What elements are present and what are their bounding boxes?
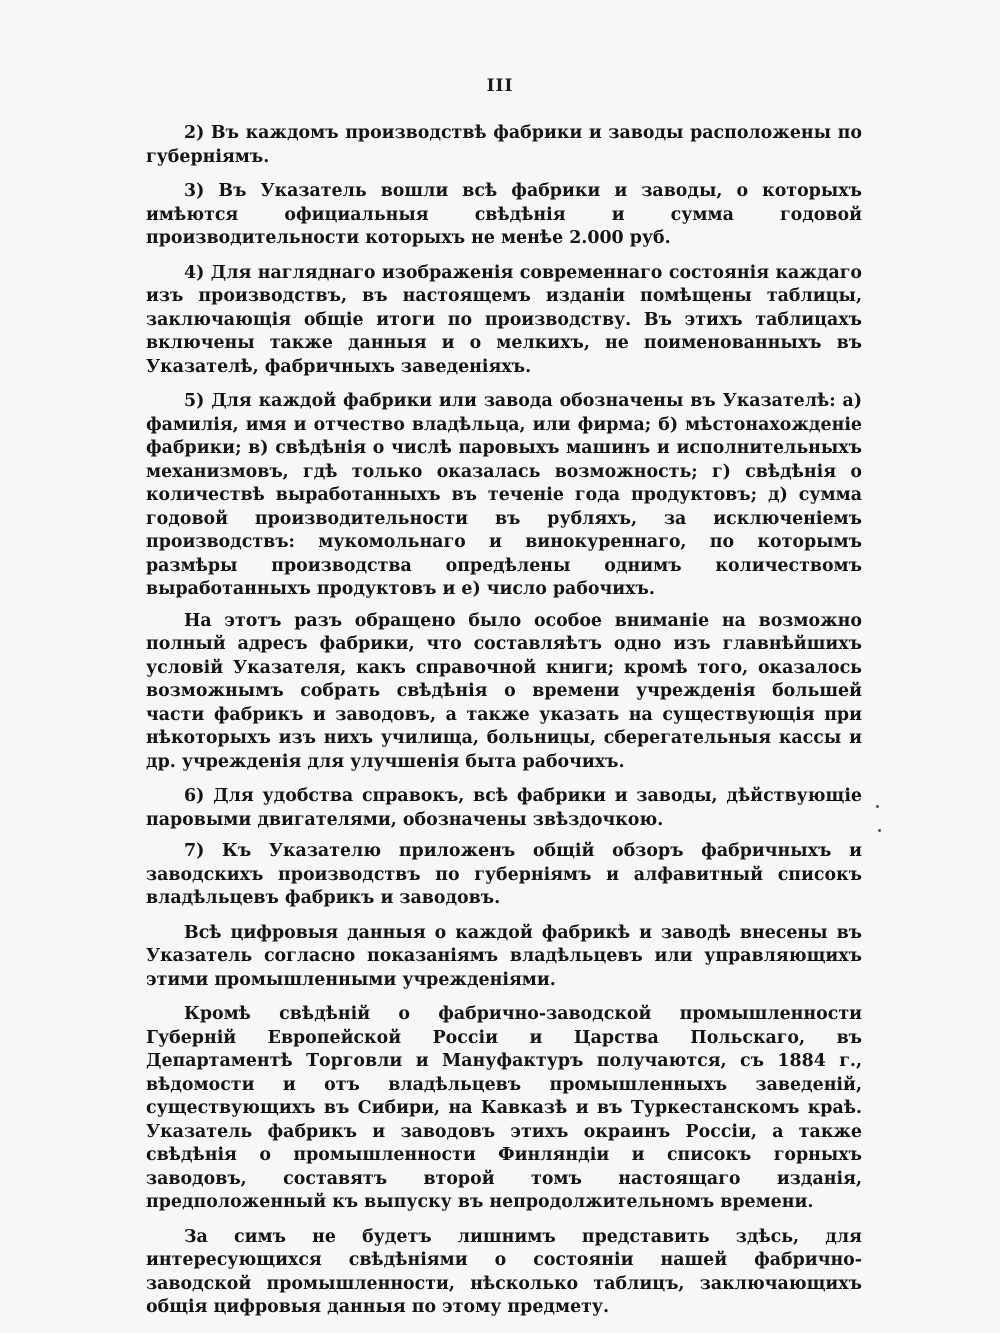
page-number: III	[486, 76, 514, 96]
paragraph-outlying-regions: Кромѣ свѣдѣній о фабрично-заводской промышленности Губерній Европейской Россіи и Царства Польскаго, въ Департаментѣ Торговли и Мануфактуръ получаются, съ 1884 г., вѣдомости и отъ владѣльцевъ промышленныхъ заведеній, существующихъ въ Сибири, на Кавказѣ и въ Туркестанскомъ краѣ. Указатель фабрикъ и заводовъ этихъ окраинъ Россіи, а также свѣдѣнія о промышленности Финляндіи и списокъ горныхъ заводовъ, составятъ второй томъ настоящаго изданія, предположенный къ выпуску въ непродолжительномъ времени.	[146, 1004, 862, 1212]
paragraph-address-note: На этотъ разъ обращено было особое вниманіе на возможно полный адресъ фабрики, что составляѣтъ одно изъ главнѣйшихъ условій Указателя, какъ справочной книги; кромѣ того, оказалось возможнымъ собрать свѣдѣнія о времени учрежденія большей части фабрикъ и заводовъ, а также указать на существующія при нѣкоторыхъ изъ нихъ училища, больницы, сберегательныя кассы и др. учрежденія для улучшенія быта рабочихъ.	[146, 610, 862, 772]
paragraph-item-7: 7) Къ Указателю приложенъ общій обзоръ фабричныхъ и заводскихъ производствъ по губерніямъ и алфавитный списокъ владѣльцевъ фабрикъ и заводовъ.	[146, 841, 862, 908]
paragraph-tables-intro: За симъ не будетъ лишнимъ представить здѣсь, для интересующихся свѣдѣніями о состояніи нашей фабрично-заводской промышленности, нѣсколько таблицъ, заключающихъ общія цифровыя данныя по этому предмету.	[146, 1226, 862, 1317]
paragraph-data-sources: Всѣ цифровыя данныя о каждой фабрикѣ и заводѣ внесены въ Указатель согласно показаніямъ владѣльцевъ или управляющихъ этими промышленными учрежденіями.	[146, 922, 862, 990]
paragraph-item-4: 4) Для нагляднаго изображенія современнаго состоянія каждаго изъ производствъ, въ настоящемъ изданіи помѣщены таблицы, заключающія общіе итоги по производству. Въ этихъ таблицахъ включены также данныя и о мелкихъ, не поименованныхъ въ Указателѣ, фабричныхъ заведеніяхъ.	[146, 262, 862, 377]
paragraph-item-2: 2) Въ каждомъ производствѣ фабрики и заводы расположены по губерніямъ.	[146, 123, 862, 167]
scan-speck	[876, 805, 879, 808]
body-text	[146, 122, 862, 1331]
scan-speck	[878, 829, 881, 832]
paragraph-item-6: 6) Для удобства справокъ, всѣ фабрики и заводы, дѣйствующіе паровыми двигателями, обозначены звѣздочкою.	[146, 786, 862, 830]
paragraph-item-3: 3) Въ Указатель вошли всѣ фабрики и заводы, о которыхъ имѣются официальныя свѣдѣнія и сумма годовой производительности которыхъ не менѣе 2.000 руб.	[146, 181, 862, 248]
paragraph-item-5: 5) Для каждой фабрики или завода обозначены въ Указателѣ: а) фамилія, имя и отчество владѣльца, или фирма; б) мѣстонахожденіе фабрики; в) свѣдѣнія о числѣ паровыхъ машинъ и исполнительныхъ механизмовъ, гдѣ только оказалась возможность; г) свѣдѣнія о количествѣ выработанныхъ въ теченіе года продуктовъ; д) сумма годовой производительности въ рубляхъ, за исключеніемъ производствъ: мукомольнаго и винокуреннаго, по которымъ размѣры производства опредѣлены однимъ количествомъ выработанныхъ продуктовъ и е) число рабочихъ.	[146, 391, 862, 599]
